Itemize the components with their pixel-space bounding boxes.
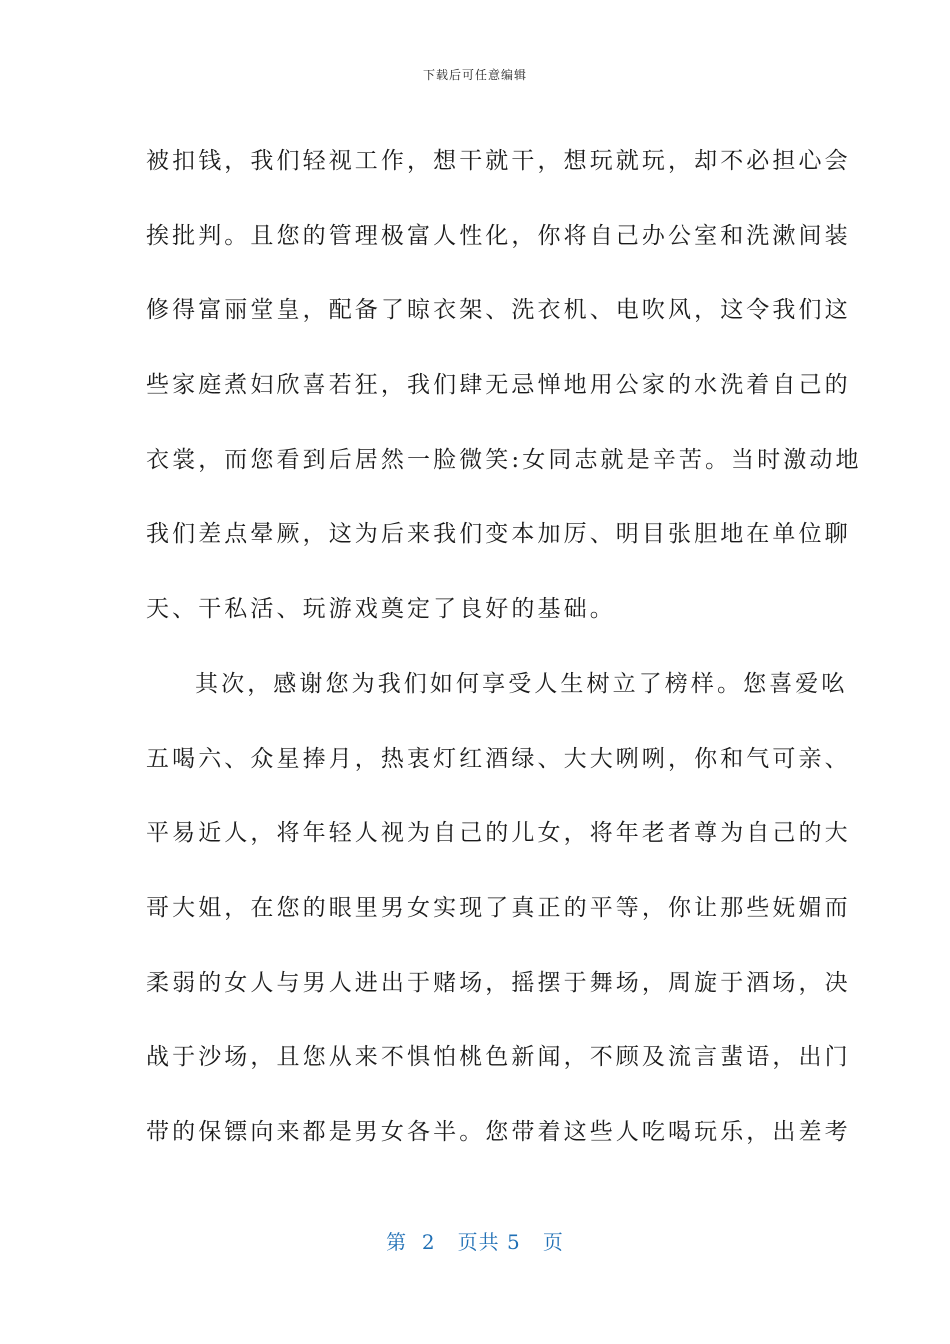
text-line: 修得富丽堂皇，配备了晾衣架、洗衣机、电吹风，这令我们这 [146, 297, 851, 324]
document-body [146, 124, 862, 1170]
text-line: 挨批判。且您的管理极富人性化，你将自己办公室和洗漱间装 [146, 222, 851, 249]
text-line: 战于沙场，且您从来不惧怕桃色新闻，不顾及流言蜚语，出门 [146, 1044, 851, 1071]
text-line: 平易近人，将年轻人视为自己的儿女，将年老者尊为自己的大 [146, 820, 851, 847]
text-line: 带的保镖向来都是男女各半。您带着这些人吃喝玩乐，出差考 [146, 1118, 851, 1145]
text-line: 五喝六、众星捧月，热衷灯红酒绿、大大咧咧，你和气可亲、 [146, 745, 851, 772]
text-line: 我们差点晕厥，这为后来我们变本加厉、明目张胆地在单位聊 [146, 521, 851, 548]
text-line: 柔弱的女人与男人进出于赌场，摇摆于舞场，周旋于酒场，决 [146, 969, 851, 996]
page-number-text: 第 2 页共 5 页 [386, 1230, 564, 1254]
text-line: 被扣钱，我们轻视工作，想干就干，想玩就玩，却不必担心会 [146, 148, 851, 174]
text-line: 衣裳，而您看到后居然一脸微笑:女同志就是辛苦。当时激动地 [146, 446, 862, 473]
page-header: 下载后可任意编辑 [422, 68, 527, 82]
paragraph-first-line: 其次，感谢您为我们如何享受人生树立了榜样。您喜爱吆 [195, 670, 848, 697]
text-line: 哥大姐，在您的眼里男女实现了真正的平等，你让那些妩媚而 [146, 894, 851, 921]
page-number-footer [0, 1226, 950, 1255]
text-line: 些家庭煮妇欣喜若狂，我们肆无忌惮地用公家的水洗着自己的 [146, 372, 851, 399]
text-line: 天、干私活、玩游戏奠定了良好的基础。 [146, 596, 616, 623]
